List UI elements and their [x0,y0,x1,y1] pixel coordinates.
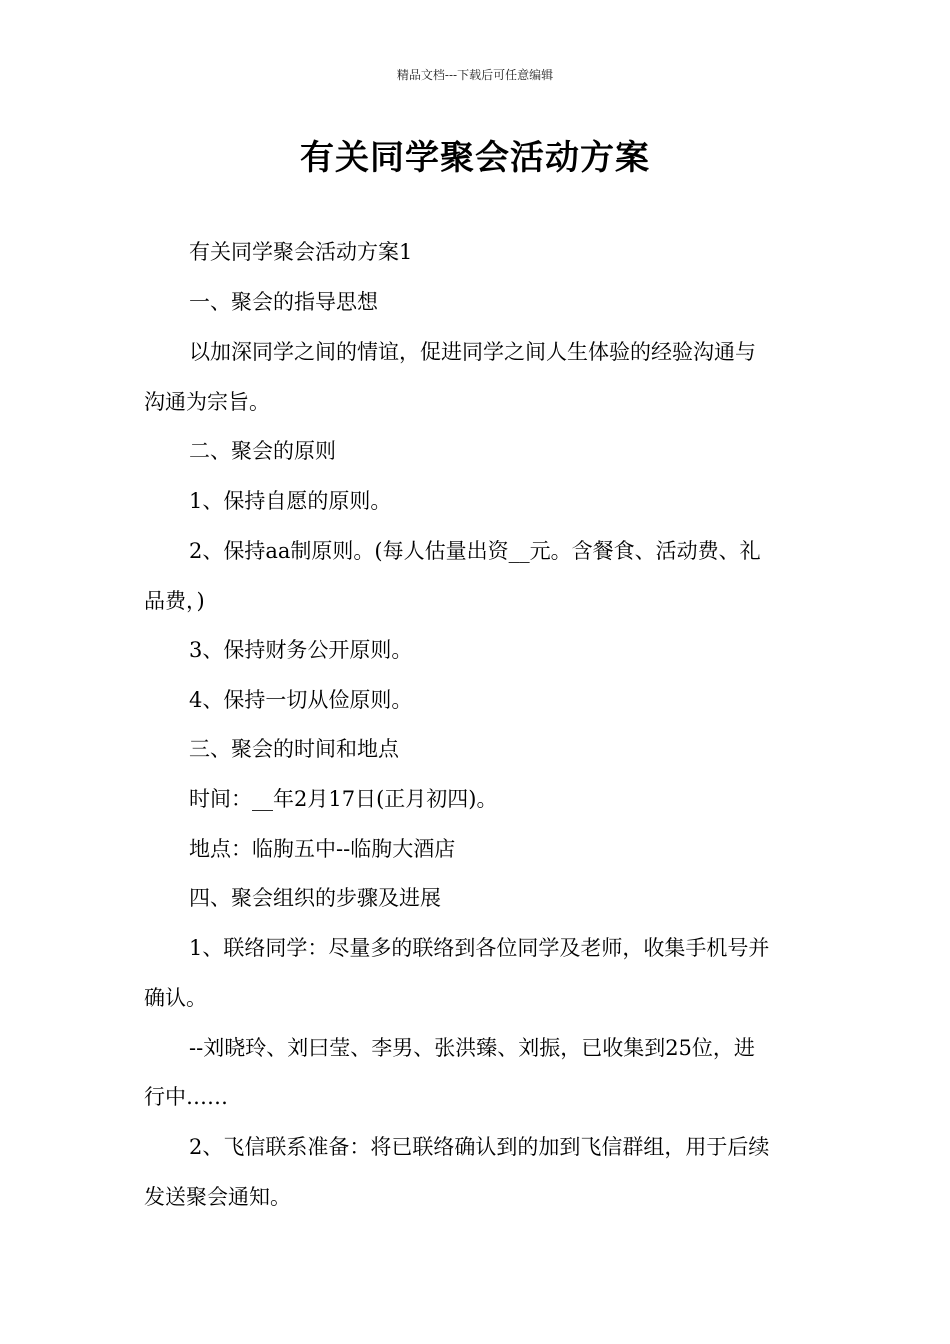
paragraph-line: 2、飞信联系准备：将已联络确认到的加到飞信群组，用于后续 [189,1135,770,1159]
document-title: 有关同学聚会活动方案 [300,138,650,178]
paragraph-line: 行中…… [144,1085,228,1109]
section-heading: 四、聚会组织的步骤及进展 [189,886,441,910]
paragraph-line: 地点：临朐五中--临朐大酒店 [189,837,456,861]
section-heading: 一、聚会的指导思想 [189,290,378,314]
paragraph-line: 时间：__年2月17日(正月初四)。 [189,787,498,811]
page-header: 精品文档---下载后可任意编辑 [396,68,554,82]
paragraph-line: --刘晓玲、刘曰莹、李男、张洪臻、刘振，已收集到25位，进 [189,1036,755,1060]
paragraph-line: 发送聚会通知。 [144,1185,291,1209]
paragraph-line: 1、保持自愿的原则。 [189,489,392,513]
paragraph-line: 3、保持财务公开原则。 [189,638,413,662]
paragraph-line: 沟通为宗旨。 [144,390,270,414]
paragraph-line: 1、联络同学：尽量多的联络到各位同学及老师，收集手机号并 [189,936,770,960]
paragraph-line: 确认。 [144,986,207,1010]
section-heading: 有关同学聚会活动方案1 [189,240,413,264]
section-heading: 三、聚会的时间和地点 [189,737,399,761]
section-heading: 二、聚会的原则 [189,439,336,463]
paragraph-line: 4、保持一切从俭原则。 [189,688,413,712]
paragraph-line: 2、保持aa制原则。(每人估量出资__元。含餐食、活动费、礼 [189,539,761,563]
paragraph-line: 以加深同学之间的情谊，促进同学之间人生体验的经验沟通与 [189,340,756,364]
paragraph-line: 品费，) [144,589,205,613]
